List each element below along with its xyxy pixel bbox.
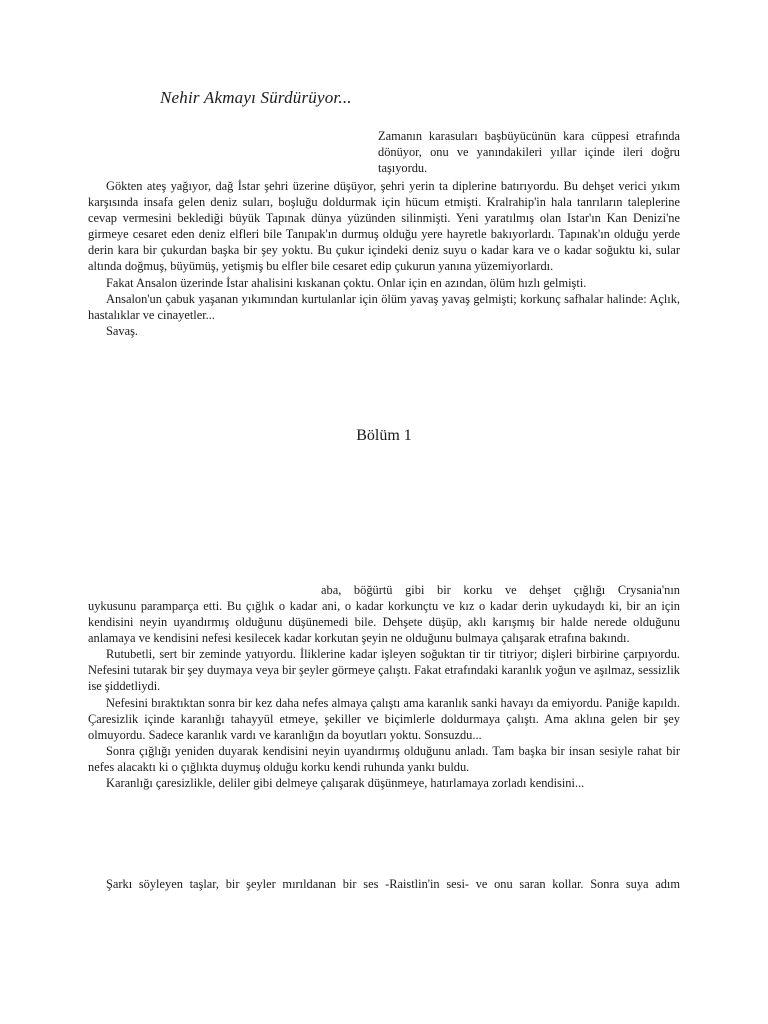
prologue-section [88,178,680,339]
chapter-heading: Bölüm 1 [356,427,412,444]
prologue-paragraph: Fakat Ansalon üzerinde İstar ahalisini kıskanan çoktu. Onlar için en azından, ölüm hızlı gelmişti. [106,275,587,290]
chapter-paragraph: Karanlığı çaresizlikle, deliler gibi delmeye çalışarak düşünmeye, hatırlamaya zorladı kendisini... [106,776,585,791]
prologue-paragraph: Savaş. [106,323,139,338]
chapter-paragraph: Sonra çığlığı yeniden duyarak kendisini neyin uyandırmış olduğunu anladı. Tam başka bir insan sesiyle rahat bir nefes alacaktı ki o çığlıkta duymuş olduğu korku kendi ruhunda yankı buldu. [88,743,680,774]
closing-line: Şarkı söyleyen taşlar, bir şeyler mırıldanan bir ses -Raistlin'in sesi- ve onu saran kollar. Sonra suya adım [106,877,680,891]
prologue-paragraph: Ansalon'un çabuk yaşanan yıkımından kurtulanlar için ölüm yavaş yavaş gelmişti; korkunç safhalar halinde: Açlık, hastalıklar ve cinayetler... [88,291,680,322]
chapter-paragraph: Rutubetli, sert bir zeminde yatıyordu. İliklerine kadar işleyen soğuktan tir tir titriyor; dişleri birbirine çarpıyordu. Nefesini tutarak bir şey duymaya veya bir şeyler görmeye çalıştı. Fakat etrafındaki karanlık yoğun ve aşılmaz, sessizlik ise şiddetliydi. [88,647,680,694]
prologue-paragraph: Gökten ateş yağıyor, dağ İstar şehri üzerine düşüyor, şehri yerin ta diplerine batırıyordu. Bu dehşet verici yıkım karşısında insafa gelen deniz suları, boşluğu doldurmak için hücum etmişti. Kralrahip'in hala tanrıların taleplerine cevap vermesini beklediği büyük Tapınak dünya yüzünden silinmişti. Yeni yaratılmış olan Istar'ın Kan Denizi'ne girmeye cesaret eden deniz elfleri bile Tanıpak'ın durmuş olduğu yere hayretle bakıyorlardı. Tapınak'ın olduğu yerde derin kara bir çukurdan başka bir şey yoktu. Bu çukur içindeki deniz suyu o kadar kara ve o kadar soğuktu ki, sular altında doğmuş, büyümüş, yetişmiş bu elfler bile cesaret edip çukurun yanına yüzemiyorlardı. [88,179,680,274]
epigraph: Zamanın karasuları başbüyücünün kara cüppesi etrafında dönüyor, onu ve yanındakileri yıllar içinde ileri doğru taşıyordu. [378,129,680,175]
chapter-paragraph: Nefesini bıraktıktan sonra bir kez daha nefes almaya çalıştı ama karanlık sanki havayı da emiyordu. Paniğe kapıldı. Çaresizlik içinde karanlığı tahayyül etmeye, şekiller ve biçimlerle doldurmaya çalıştı. Ama aklına gelen bir şey olmuyordu. Sadece karanlık vardı ve karanlığın da boyutları yoktu. Sonsuzdu... [88,695,680,742]
book-title: Nehir Akmayı Sürdürüyor... [160,88,352,107]
chapter-paragraph: uykusunu paramparça etti. Bu çığlık o kadar ani, o kadar korkunçtu ve kız o kadar derin uykudaydı ki, bir an için kendisini neyin uyandırmış olduğunu düşünemedi bile. Dehşete düşüp, aklı karışmış bir halde nerede olduğunu anlamaya ve kendisini nefesi kesilecek kadar korkutan şeyin ne olduğunu bulmaya çalışarak etrafına bakındı. [88,599,680,646]
chapter-opening-line: aba, böğürtü gibi bir korku ve dehşet çığlığı Crysania'nın [321,583,680,597]
chapter-body [88,598,680,791]
